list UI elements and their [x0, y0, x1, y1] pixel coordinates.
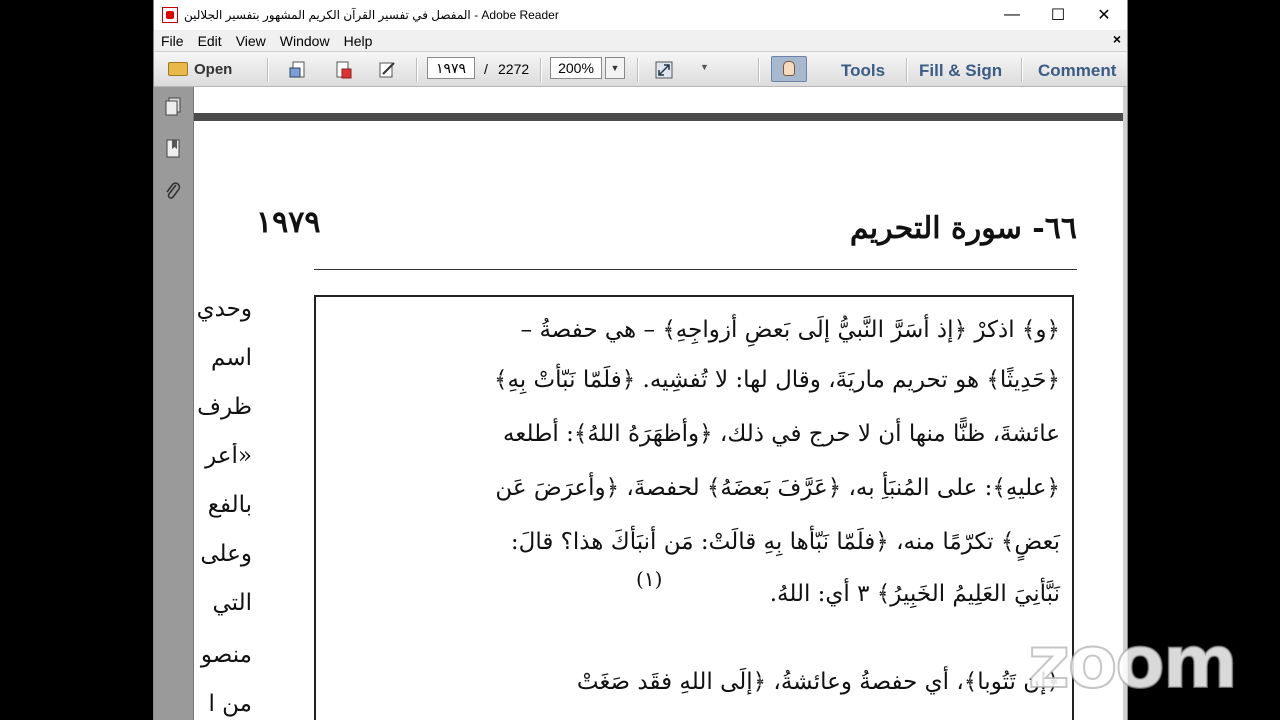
tafsir-line: ﴿عليهِ﴾: على المُنبَأِ به، ﴿عَرَّفَ بَعضَهُ﴾ لحفصةَ، ﴿وأعرَضَ عَن — [495, 475, 1060, 501]
menu-view[interactable]: View — [235, 32, 266, 49]
zoom-dropdown-button[interactable]: ▼ — [605, 57, 625, 79]
page-total: 2272 — [498, 61, 530, 77]
minimize-button[interactable]: — — [1004, 6, 1020, 23]
document-view[interactable] — [194, 87, 1128, 720]
adobe-reader-window — [153, 0, 1128, 720]
page-separator: / — [484, 61, 488, 77]
left-column-fragment: اسم — [211, 345, 252, 371]
toolbar-separator — [267, 58, 268, 82]
hand-icon — [783, 61, 795, 76]
toolbar-separator — [540, 58, 541, 82]
toolbar-separator — [637, 58, 638, 82]
document-close-button[interactable]: × — [1112, 31, 1121, 47]
left-column-fragment: بالفع — [207, 492, 252, 518]
window-title: المفصل في تفسير القرآن الكريم المشهور بتفسير الجلالين - Adobe Reader — [184, 8, 559, 22]
menu-bar — [154, 30, 1127, 51]
comment-pane-button[interactable]: Comment — [1038, 61, 1117, 80]
attachments-icon[interactable] — [164, 181, 182, 201]
surah-heading: ٦٦- سورة التحريم — [849, 211, 1077, 246]
zoom-watermark-logo: zoom — [1028, 620, 1236, 704]
left-column-fragment: من ا — [208, 691, 252, 717]
create-pdf-icon[interactable] — [288, 60, 308, 80]
fill-sign-pane-button[interactable]: Fill & Sign — [919, 61, 1003, 80]
export-pdf-icon[interactable] — [333, 60, 353, 80]
printed-page-number: ١٩٧٩ — [256, 205, 321, 240]
navigation-pane — [154, 87, 194, 720]
close-button[interactable]: ✕ — [1097, 7, 1111, 24]
left-column-fragment: وحدي — [196, 296, 252, 322]
tafsir-line: عائشةَ، ظنًّا منها أن لا حرج في ذلك، ﴿وأظهَرَهُ اللهُ﴾: أطلعه — [503, 421, 1060, 447]
title-bar — [154, 0, 1127, 30]
menu-help[interactable]: Help — [343, 32, 373, 49]
tafsir-line: بَعضٍ﴾ تكرّمًا منه، ﴿فلَمّا نَبّأها بِهِ قالَتْ: مَن أنبَأكَ هذا؟ قالَ: — [510, 529, 1060, 555]
toolbar-separator — [416, 58, 417, 82]
footnote-marker: (١) — [636, 567, 663, 591]
bookmarks-icon[interactable] — [164, 139, 182, 159]
left-column-fragment: «أعر — [205, 443, 252, 469]
tafsir-text-box — [314, 295, 1074, 720]
adobe-reader-icon — [162, 7, 178, 23]
fit-page-icon[interactable] — [654, 60, 674, 80]
hand-tool-button[interactable] — [771, 56, 807, 82]
menu-window[interactable]: Window — [279, 32, 330, 49]
page-number-input[interactable]: ١٩٧٩ — [427, 57, 475, 79]
open-label: Open — [194, 60, 233, 78]
toolbar-separator — [906, 58, 907, 82]
tafsir-line: ﴿حَدِيثًا﴾ هو تحريم ماريَةَ، وقال لها: لا تُفشِيه. ﴿فلَمّا نَبّأتْ بِهِ﴾ — [494, 367, 1060, 393]
toolbar-separator — [758, 58, 759, 82]
sign-document-icon[interactable] — [377, 60, 397, 80]
menu-edit[interactable]: Edit — [197, 32, 222, 49]
maximize-button[interactable]: ☐ — [1050, 7, 1066, 24]
toolbar-separator — [1021, 58, 1022, 82]
page-divider — [194, 113, 1128, 121]
page-thumbnails-icon[interactable] — [164, 97, 182, 117]
tools-pane-button[interactable]: Tools — [841, 61, 886, 80]
tafsir-line: نَبَّأنِيَ العَلِيمُ الخَبِيرُ﴾ ٣ أي: اللهُ. — [769, 581, 1060, 607]
toolbar — [154, 51, 1127, 87]
left-column-fragment: منصو — [200, 642, 252, 668]
fit-dropdown-button[interactable]: ▼ — [700, 62, 709, 72]
zoom-level-input[interactable]: 200% — [550, 57, 602, 79]
open-button[interactable] — [168, 52, 232, 86]
window-controls — [989, 0, 1127, 30]
left-column-fragment: وعلى — [200, 541, 252, 567]
heading-rule — [314, 269, 1077, 270]
left-column-fragment: التي — [212, 590, 252, 616]
previous-page-bottom — [194, 87, 1128, 113]
tafsir-line: ﴿و﴾ اذكرْ ﴿إذ أسَرَّ النَّبيُّ إلَى بَعضِ أزواجِهِ﴾ – هي حفصةُ – — [520, 317, 1060, 343]
menu-file[interactable]: File — [161, 32, 184, 49]
left-column-fragment: ظرف — [197, 394, 252, 420]
tafsir-line: ﴿إن تَتُوبا﴾، أي حفصةُ وعائشةُ، ﴿إلَى اللهِ فقَد صَغَتْ — [576, 669, 1060, 695]
folder-icon — [168, 62, 188, 76]
